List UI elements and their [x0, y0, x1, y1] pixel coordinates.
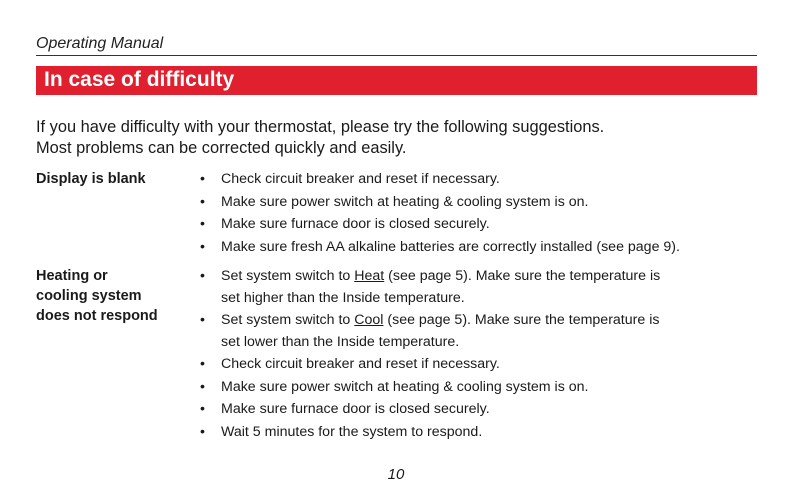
- item-text-post: (see page 5). Make sure the temperature is: [383, 312, 660, 328]
- intro-line: If you have difficulty with your thermostat, please try the following suggestions.: [36, 118, 605, 136]
- item-text: [221, 266, 760, 288]
- cool-reference: Cool: [354, 312, 384, 328]
- intro-line: Most problems can be corrected quickly and easily.: [36, 139, 407, 157]
- list-item: [200, 266, 760, 309]
- list-item: [200, 422, 760, 444]
- section-label: Display is blank: [36, 171, 146, 187]
- list-item: [200, 399, 760, 421]
- list-item: [200, 377, 760, 399]
- page-number: 10: [387, 466, 405, 483]
- section-label-line: cooling system: [36, 288, 142, 304]
- item-text-continued: set lower than the Inside temperature.: [221, 333, 460, 350]
- section-label-line: does not respond: [36, 308, 158, 324]
- list-item: [200, 310, 760, 353]
- suggestion-list: [200, 266, 760, 444]
- bullet: •: [200, 401, 205, 417]
- item-text: Make sure power switch at heating & cooling system is on.: [221, 378, 589, 395]
- item-text: Make sure power switch at heating & cooling system is on.: [221, 193, 589, 210]
- bullet: •: [200, 193, 205, 210]
- intro-paragraph: [36, 117, 756, 159]
- bullet: •: [200, 423, 205, 440]
- section-label-line: Heating or: [36, 268, 108, 284]
- bullet: •: [200, 378, 205, 395]
- list-item: [200, 169, 760, 191]
- item-text-post: (see page 5). Make sure the temperature is: [384, 268, 661, 284]
- item-text-pre: Set system switch to: [221, 268, 355, 284]
- section-label: [36, 266, 186, 326]
- item-text: Make sure furnace door is closed securely.: [221, 216, 490, 232]
- item-text-continued: set higher than the Inside temperature.: [221, 289, 465, 306]
- bullet: •: [200, 312, 205, 328]
- section-banner: [36, 66, 757, 95]
- bullet: •: [200, 216, 205, 232]
- item-text-pre: Set system switch to: [221, 312, 355, 328]
- header-rule: [36, 55, 757, 56]
- item-text: Make sure furnace door is closed securely.: [221, 401, 490, 417]
- suggestion-list: [200, 169, 760, 259]
- item-text: Check circuit breaker and reset if necessary.: [221, 356, 500, 372]
- list-item: [200, 237, 760, 259]
- list-item: [200, 214, 760, 236]
- item-text: Check circuit breaker and reset if necessary.: [221, 171, 500, 187]
- bullet: •: [200, 356, 205, 372]
- banner-title: In case of difficulty: [44, 68, 235, 91]
- list-item: [200, 192, 760, 214]
- bullet: •: [200, 238, 205, 255]
- list-item: [200, 354, 760, 376]
- item-text: Make sure fresh AA alkaline batteries are correctly installed (see page 9).: [221, 238, 680, 255]
- bullet: •: [200, 171, 205, 187]
- item-text: [221, 310, 760, 332]
- item-text: Wait 5 minutes for the system to respond.: [221, 423, 483, 440]
- heat-reference: Heat: [354, 268, 385, 284]
- header-title: Operating Manual: [36, 35, 164, 52]
- bullet: •: [200, 268, 205, 284]
